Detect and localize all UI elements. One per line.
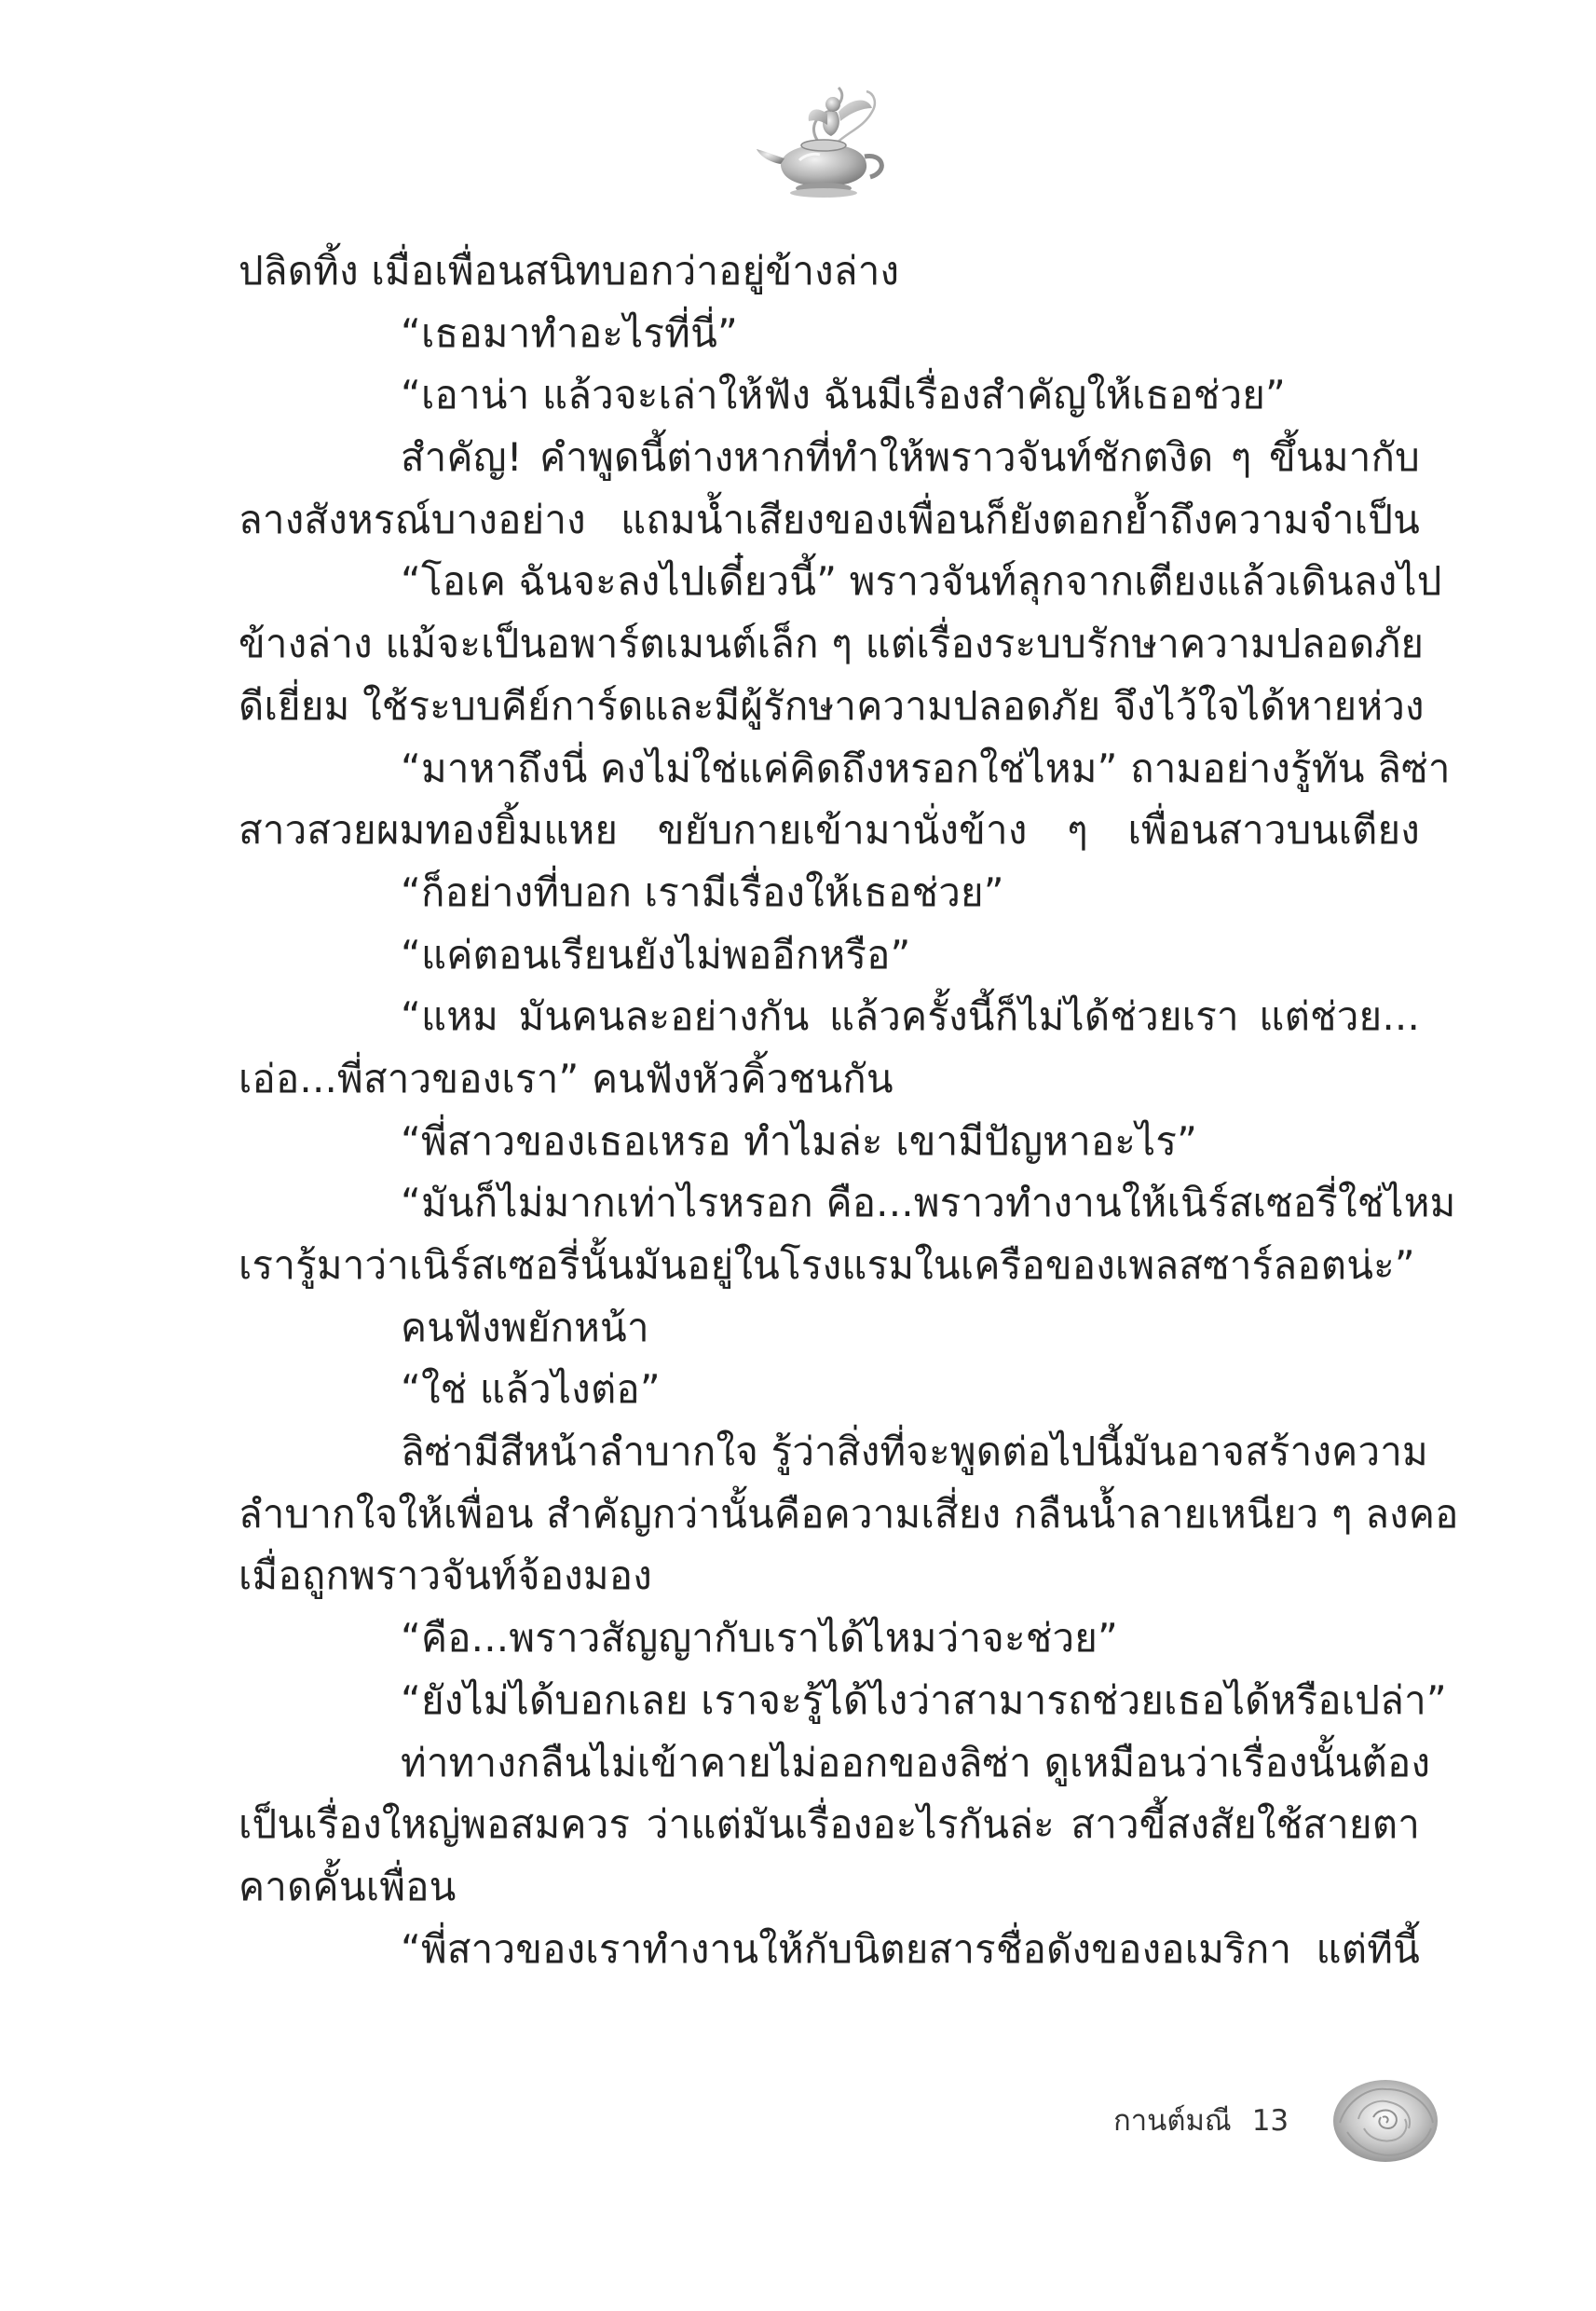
text-line: ลางสังหรณ์บางอย่าง แถมน้ำเสียงของเพื่อนก็ยังตอกย้ำถึงความจำเป็น	[239, 496, 1420, 542]
text-line: คาดคั้นเพื่อน	[239, 1863, 457, 1909]
text-line: “ยังไม่ได้บอกเลย เราจะรู้ได้ไงว่าสามารถช่วยเธอได้หรือเปล่า”	[401, 1676, 1447, 1723]
text-line: “ใช่ แล้วไงต่อ”	[401, 1366, 661, 1413]
page-number: 13	[1251, 2104, 1289, 2138]
text-line: เมื่อถูกพราวจันท์จ้องมอง	[239, 1552, 652, 1599]
text-line: “พี่สาวของเราทำงานให้กับนิตยสารชื่อดังของอเมริกา แต่ทีนี้	[401, 1925, 1420, 1972]
text-line: เอ่อ...พี่สาวของเรา” คนฟังหัวคิ้วชนกัน	[239, 1055, 893, 1101]
page-footer	[1113, 2097, 1289, 2143]
text-line: ลำบากใจให้เพื่อน สำคัญกว่านั้นคือความเสี่ยง กลืนน้ำลายเหนียว ๆ ลงคอ	[239, 1490, 1459, 1537]
text-line: ข้างล่าง แม้จะเป็นอพาร์ตเมนต์เล็ก ๆ แต่เรื่องระบบรักษาความปลอดภัย	[239, 621, 1425, 667]
text-line: “มันก็ไม่มากเท่าไรหรอก คือ...พราวทำงานให้เนิร์สเซอรี่ใช่ไหม	[401, 1180, 1456, 1226]
text-line: “เธอมาทำอะไรที่นี่”	[401, 309, 738, 356]
text-line: คนฟังพยักหน้า	[401, 1304, 649, 1350]
text-line: ดีเยี่ยม ใช้ระบบคีย์การ์ดและมีผู้รักษาความปลอดภัย จึงไว้ใจได้หายห่วง	[239, 682, 1425, 729]
text-line: ปลิดทิ้ง เมื่อเพื่อนสนิทบอกว่าอยู่ข้างล่าง	[239, 248, 900, 294]
text-line: “แค่ตอนเรียนยังไม่พออีกหรือ”	[401, 931, 911, 978]
text-line: “พี่สาวของเธอเหรอ ทำไมล่ะ เขามีปัญหาอะไร”	[401, 1117, 1198, 1164]
text-line: เป็นเรื่องใหญ่พอสมควร ว่าแต่มันเรื่องอะไรกันล่ะ สาวขี้สงสัยใช้สายตา	[239, 1801, 1420, 1848]
text-line: สำคัญ! คำพูดนี้ต่างหากที่ทำให้พราวจันท์ชักตงิด ๆ ขึ้นมากับ	[401, 434, 1420, 481]
text-line: “เอาน่า แล้วจะเล่าให้ฟัง ฉันมีเรื่องสำคัญให้เธอช่วย”	[401, 372, 1287, 418]
text-line: “ก็อย่างที่บอก เรามีเรื่องให้เธอช่วย”	[401, 868, 1004, 915]
text-line: เรารู้มาว่าเนิร์สเซอรี่นั้นมันอยู่ในโรงแรมในเครือของเพลสซาร์ลอตน่ะ”	[239, 1242, 1415, 1288]
rose-icon	[1330, 2074, 1440, 2166]
text-line: “มาหาถึงนี่ คงไม่ใช่แค่คิดถึงหรอกใช่ไหม” ถามอย่างรู้ทัน ลิซ่า	[401, 745, 1451, 791]
text-line: “โอเค ฉันจะลงไปเดี๋ยวนี้” พราวจันท์ลุกจากเตียงแล้วเดินลงไป	[401, 558, 1442, 605]
text-line: ท่าทางกลืนไม่เข้าคายไม่ออกของลิซ่า ดูเหมือนว่าเรื่องนั้นต้อง	[401, 1739, 1431, 1785]
author-name: กานต์มณี	[1113, 2104, 1232, 2138]
text-line: “คือ...พราวสัญญากับเราได้ไหมว่าจะช่วย”	[401, 1615, 1119, 1661]
page-body	[239, 240, 1459, 1980]
text-line: สาวสวยผมทองยิ้มแหย ขยับกายเข้ามานั่งข้าง ๆ เพื่อนสาวบนเตียง	[239, 807, 1420, 854]
text-line: “แหม มันคนละอย่างกัน แล้วครั้งนี้ก็ไม่ได้ช่วยเรา แต่ช่วย...	[401, 993, 1420, 1040]
text-line: ลิซ่ามีสีหน้าลำบากใจ รู้ว่าสิ่งที่จะพูดต่อไปนี้มันอาจสร้างความ	[401, 1429, 1428, 1475]
cupid-teapot-ornament-icon	[753, 84, 893, 200]
